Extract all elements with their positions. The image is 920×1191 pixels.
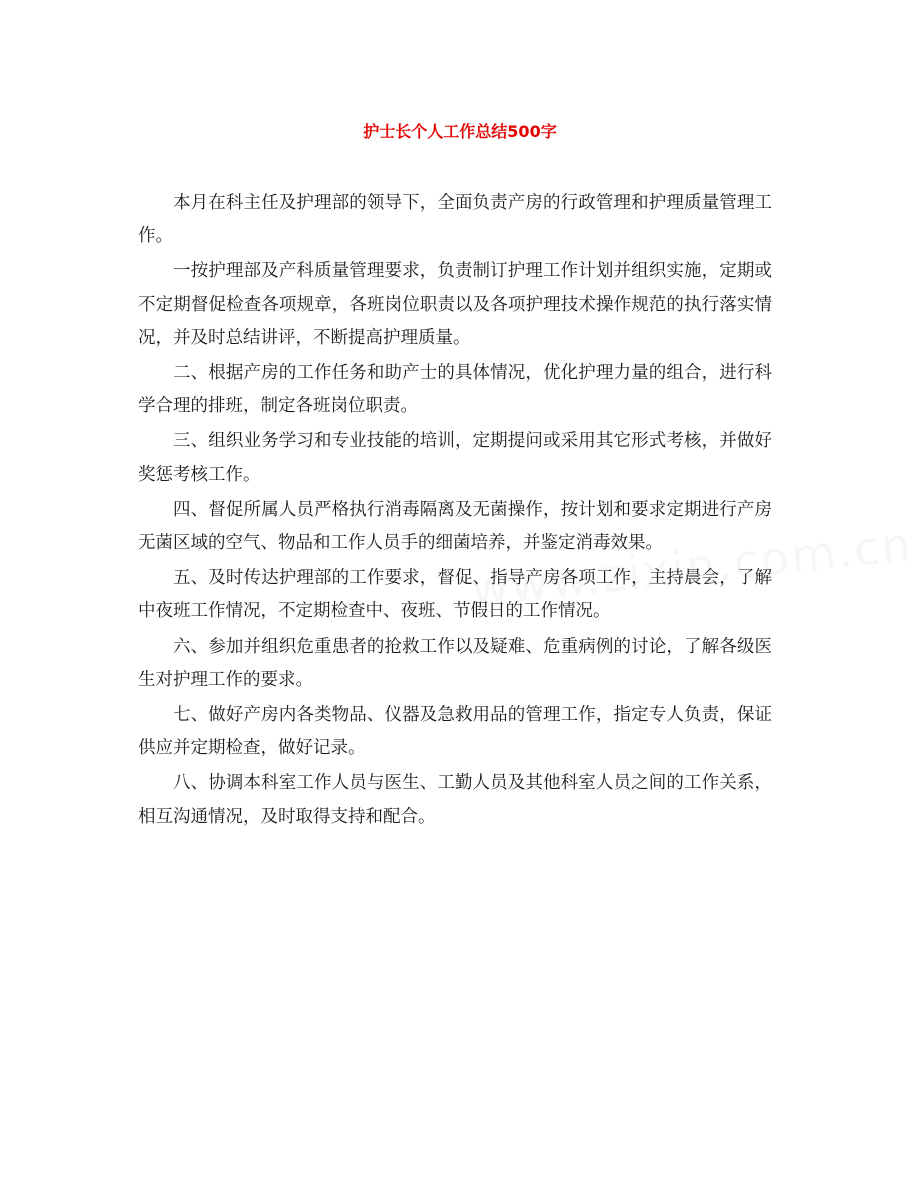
paragraph-6: 六、参加并组织危重患者的抢救工作以及疑难、危重病例的讨论，了解各级医生对护理工作的要求。 [138,636,772,690]
paragraph-8: 八、协调本科室工作人员与医生、工勤人员及其他科室人员之间的工作关系，相互沟通情况，及时取得支持和配合。 [138,773,772,827]
paragraph-2: 二、根据产房的工作任务和助产士的具体情况，优化护理力量的组合，进行科学合理的排班，制定各班岗位职责。 [138,363,772,417]
document-body [138,187,772,836]
paragraph-1: 一按护理部及产科质量管理要求，负责制订护理工作计划并组织实施，定期或不定期督促检查各项规章，各班岗位职责以及各项护理技术操作规范的执行落实情况，并及时总结讲评，不断提高护理质量。 [138,261,772,348]
paragraph-7: 七、做好产房内各类物品、仪器及急救用品的管理工作，指定专人负责，保证供应并定期检查，做好记录。 [138,705,772,759]
paragraph-intro: 本月在科主任及护理部的领导下，全面负责产房的行政管理和护理质量管理工作。 [138,193,772,247]
paragraph-5: 五、及时传达护理部的工作要求，督促、指导产房各项工作，主持晨会，了解中夜班工作情况，不定期检查中、夜班、节假日的工作情况。 [138,568,772,622]
paragraph-3: 三、组织业务学习和专业技能的培训，定期提问或采用其它形式考核，并做好奖惩考核工作。 [138,431,772,485]
paragraph-4: 四、督促所属人员严格执行消毒隔离及无菌操作，按计划和要求定期进行产房无菌区域的空气、物品和工作人员手的细菌培养，并鉴定消毒效果。 [138,499,772,554]
document-title: 护士长个人工作总结500字 [363,122,557,141]
